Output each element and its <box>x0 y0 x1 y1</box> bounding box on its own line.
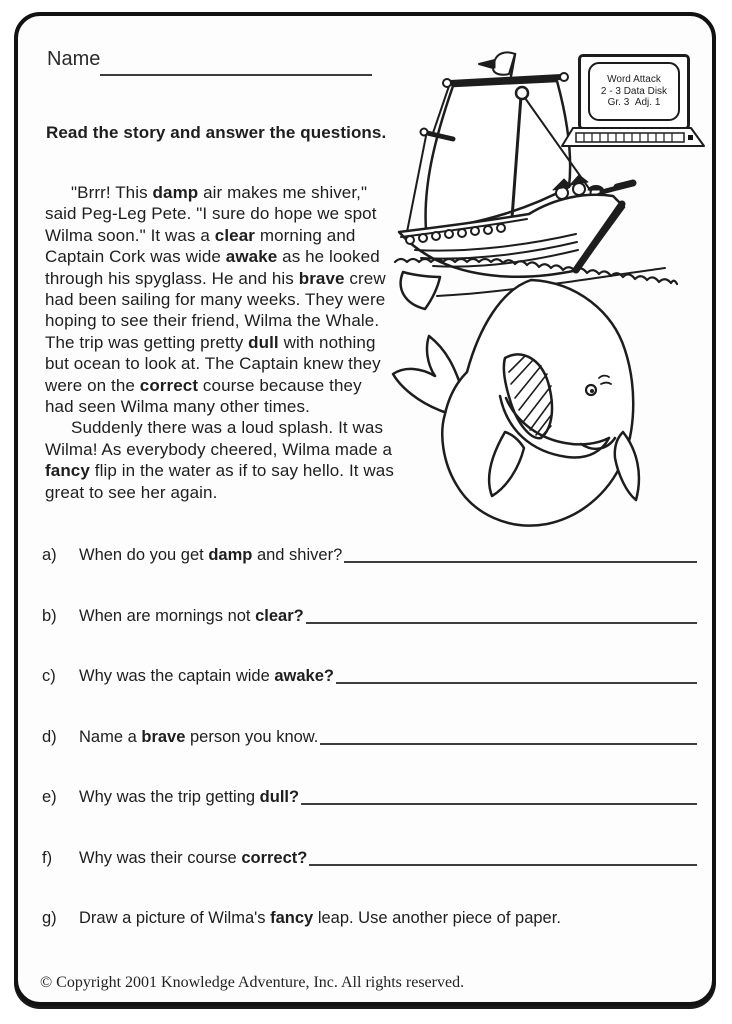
question-row <box>42 664 697 686</box>
text-segment: course because they <box>198 375 362 395</box>
question-text <box>79 667 334 686</box>
story-line <box>45 203 445 224</box>
story-line <box>45 439 445 460</box>
vocabulary-word: correct? <box>241 848 308 867</box>
answer-line <box>301 803 697 805</box>
name-blank-line <box>100 74 372 76</box>
vocabulary-word: awake <box>225 247 278 267</box>
text-segment: and shiver? <box>252 546 343 564</box>
text-segment: had been sailing for many weeks. They were <box>45 290 386 310</box>
vocabulary-word: dull <box>248 332 279 352</box>
text-segment: hoping to see their friend, Wilma the Whale. <box>45 311 380 331</box>
answer-line <box>306 622 697 624</box>
monitor-text-line3: Gr. 3 Adj. 1 <box>607 97 661 109</box>
text-segment: Draw a picture of Wilma's <box>79 909 271 927</box>
question-text <box>79 546 342 565</box>
story-line <box>45 310 445 331</box>
story-line <box>45 332 445 353</box>
text-segment: air makes me shiver," <box>198 183 368 202</box>
story-text <box>45 182 445 503</box>
text-segment: Wilma! As everybody cheered, Wilma made a <box>45 439 393 459</box>
story-line <box>45 482 445 503</box>
text-segment: When are mornings not <box>79 606 256 625</box>
text-segment: "Brrr! This <box>71 183 153 202</box>
question-text <box>79 607 304 626</box>
instructions-heading: Read the story and answer the questions. <box>46 123 387 142</box>
text-segment: great to see her again. <box>45 482 218 502</box>
text-segment: Suddenly there was a loud splash. It was <box>71 418 384 438</box>
question-row <box>42 846 697 868</box>
story-line <box>45 396 445 417</box>
vocabulary-word: damp <box>152 183 199 202</box>
text-segment: Why was the captain wide <box>79 667 275 685</box>
text-segment: crew <box>344 268 386 288</box>
text-segment: morning and <box>255 225 356 245</box>
question-text <box>79 909 561 928</box>
story-line <box>45 460 445 481</box>
text-segment: flip in the water as if to say hello. It was <box>89 461 394 481</box>
text-segment: with nothing <box>278 332 376 352</box>
question-row <box>42 604 697 626</box>
story-line <box>45 353 445 374</box>
vocabulary-word: fancy <box>45 461 90 481</box>
question-label: f) <box>42 848 53 867</box>
question-label: g) <box>42 909 57 927</box>
monitor-text-line1: Word Attack <box>607 74 661 86</box>
story-line <box>45 225 445 246</box>
vocabulary-word: clear <box>214 225 255 245</box>
question-row <box>42 785 697 807</box>
vocabulary-word: clear? <box>255 606 304 625</box>
vocabulary-word: brave <box>141 727 186 746</box>
monitor-text-line2: 2 - 3 Data Disk <box>600 85 668 97</box>
vocabulary-word: damp <box>208 546 253 564</box>
computer-monitor-icon <box>578 54 690 130</box>
question-text <box>79 788 299 807</box>
question-label: d) <box>42 727 57 746</box>
vocabulary-word: dull? <box>259 788 300 806</box>
question-label: a) <box>42 546 57 564</box>
monitor-screen <box>588 62 680 121</box>
text-segment: as he looked <box>277 247 380 267</box>
answer-line <box>320 743 697 745</box>
vocabulary-word: fancy <box>270 909 314 927</box>
copyright-footer: © Copyright 2001 Knowledge Adventure, Inc. All rights reserved. <box>40 974 465 991</box>
story-line <box>45 417 445 438</box>
story-line <box>45 246 445 267</box>
text-segment: When do you get <box>79 546 209 564</box>
story-line <box>45 375 445 396</box>
text-segment: but ocean to look at. The Captain knew they <box>45 354 381 374</box>
answer-line <box>336 682 697 684</box>
vocabulary-word: awake? <box>274 667 334 685</box>
text-segment: person you know. <box>185 727 319 746</box>
question-row <box>42 725 697 747</box>
text-segment: were on the <box>45 375 140 395</box>
answer-line <box>309 864 697 866</box>
story-line <box>45 268 445 289</box>
questions-list <box>42 543 697 967</box>
answer-line <box>344 561 697 563</box>
vocabulary-word: brave <box>298 268 345 288</box>
question-label: b) <box>42 606 57 625</box>
text-segment: said Peg-Leg Pete. "I sure do hope we spot <box>45 204 377 224</box>
text-segment: Captain Cork was wide <box>45 247 226 267</box>
text-segment: Why was the trip getting <box>79 788 260 806</box>
question-row <box>42 906 697 928</box>
question-text <box>79 728 318 747</box>
question-label: e) <box>42 788 57 806</box>
question-row <box>42 543 697 565</box>
story-line <box>45 182 445 203</box>
question-text <box>79 849 307 868</box>
text-segment: Name a <box>79 727 142 746</box>
question-label: c) <box>42 667 56 685</box>
vocabulary-word: correct <box>139 375 199 395</box>
text-segment: leap. Use another piece of paper. <box>313 909 561 927</box>
text-segment: Wilma soon." It was a <box>45 225 215 245</box>
text-segment: The trip was getting pretty <box>45 332 249 352</box>
story-line <box>45 289 445 310</box>
text-segment: had seen Wilma many other times. <box>45 397 310 417</box>
name-label: Name <box>47 48 101 70</box>
text-segment: through his spyglass. He and his <box>45 268 299 288</box>
text-segment: Why was their course <box>79 848 242 867</box>
